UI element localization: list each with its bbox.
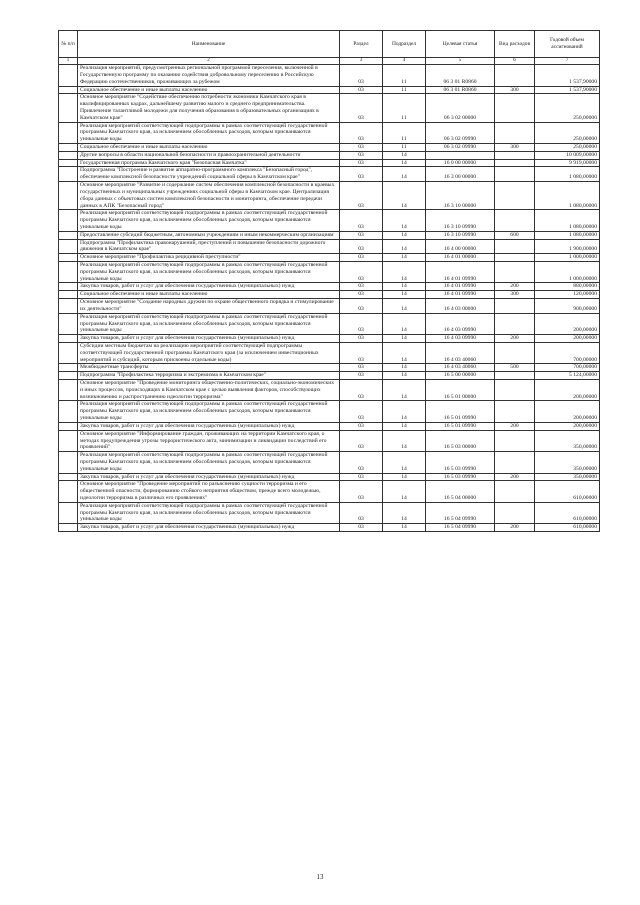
cell-expense-type [495, 239, 535, 254]
cell-number [59, 86, 78, 94]
cell-target-article: 06 3 02 09990 [426, 122, 495, 143]
table-row [59, 239, 600, 254]
column-number-row [59, 58, 600, 65]
cell-target-article: 16 5 03 00000 [426, 430, 495, 451]
cell-expense-type [495, 122, 535, 143]
cell-name: Субсидии местным бюджетам на реализацию мероприятий соответствующей подпрограммы соответствующей государственной программы Камчатского края (за исключением инвестиционных мероприятий и субсидий, которым присвоены отдельные коды) [78, 342, 340, 363]
cell-razdel: 03 [340, 182, 383, 210]
table-row [59, 65, 600, 86]
cell-amount: 1 080,00000 [535, 182, 600, 210]
cell-target-article: 16 4 03 40060 [426, 364, 495, 372]
cell-expense-type [495, 372, 535, 380]
cell-name: Закупка товаров, работ и услуг для обеспечения государственных (муниципальных) нужд [78, 524, 340, 532]
cell-razdel: 03 [340, 335, 383, 343]
table-row [59, 231, 600, 239]
cell-target-article: 06 3 02 09990 [426, 144, 495, 152]
cell-amount: 350,00000 [535, 473, 600, 481]
cell-target-article: 16 5 01 00000 [426, 380, 495, 401]
cell-amount: 900,00000 [535, 299, 600, 314]
cell-number [59, 144, 78, 152]
cell-razdel: 03 [340, 380, 383, 401]
cell-podrazdel: 14 [383, 401, 426, 422]
cell-razdel: 03 [340, 210, 383, 231]
cell-expense-type [495, 182, 535, 210]
cell-amount: 10 009,00000 [535, 151, 600, 159]
cell-amount: 1 900,00000 [535, 239, 600, 254]
cell-amount: 610,00000 [535, 524, 600, 532]
cell-name: Реализация мероприятий соответствующей подпрограммы в рамках соответствующей государственной программы Камчатского края, за исключением обособленных расходов, которым присваиваются уникальные коды [78, 502, 340, 523]
cell-expense-type: 200 [495, 335, 535, 343]
budget-table [58, 30, 600, 532]
cell-number [59, 313, 78, 334]
cell-podrazdel: 14 [383, 291, 426, 299]
table-row [59, 452, 600, 473]
cell-target-article: 16 5 03 09990 [426, 452, 495, 473]
cell-name: Социальное обеспечение и иные выплаты населению [78, 144, 340, 152]
cell-expense-type: 200 [495, 422, 535, 430]
cell-podrazdel: 11 [383, 94, 426, 122]
cell-expense-type [495, 380, 535, 401]
cell-target-article: 16 5 01 09990 [426, 422, 495, 430]
cell-name: Социальное обеспечение и иные выплаты населению [78, 86, 340, 94]
table-row [59, 291, 600, 299]
cell-podrazdel: 14 [383, 430, 426, 451]
table-row [59, 210, 600, 231]
cell-number [59, 167, 78, 182]
cell-target-article: 16 5 00 00000 [426, 372, 495, 380]
cell-target-article: 16 4 00 00000 [426, 239, 495, 254]
col-header-name: Наименование [78, 31, 340, 58]
cell-amount: 120,00000 [535, 291, 600, 299]
cell-razdel: 03 [340, 65, 383, 86]
cell-number [59, 122, 78, 143]
table-row [59, 94, 600, 122]
cell-razdel: 03 [340, 254, 383, 262]
cell-amount: 1 080,00000 [535, 210, 600, 231]
table-row [59, 342, 600, 363]
cell-amount: 9 919,00000 [535, 159, 600, 167]
cell-target-article: 06 3 01 R0860 [426, 86, 495, 94]
col-header-target-article: Целевая статья [426, 31, 495, 58]
cell-amount: 700,00000 [535, 342, 600, 363]
cell-razdel: 03 [340, 452, 383, 473]
cell-expense-type: 300 [495, 86, 535, 94]
cell-target-article: 16 0 00 00000 [426, 159, 495, 167]
table-row [59, 335, 600, 343]
col-number: 3 [340, 58, 383, 65]
cell-amount: 1 080,00000 [535, 167, 600, 182]
cell-expense-type [495, 262, 535, 283]
cell-amount: 200,00000 [535, 380, 600, 401]
table-row [59, 313, 600, 334]
table-row [59, 473, 600, 481]
cell-name: Реализация мероприятий, предусмотренных региональной программой переселения, включенной в Государственную программу по оказанию содействия добровольному переселению в Российскую Федерацию соотечественников, проживающих за рубежом [78, 65, 340, 86]
cell-name: Закупка товаров, работ и услуг для обеспечения государственных (муниципальных) нужд [78, 335, 340, 343]
cell-name: Подпрограмма "Построение и развитие аппаратно-программного комплекса "Безопасный город", обеспечение комплексной безопасности учреждений социальной сферы в Камчатском крае" [78, 167, 340, 182]
cell-podrazdel: 14 [383, 231, 426, 239]
table-row [59, 254, 600, 262]
cell-number [59, 291, 78, 299]
table-row [59, 283, 600, 291]
cell-podrazdel: 14 [383, 422, 426, 430]
cell-amount: 200,00000 [535, 313, 600, 334]
cell-amount: 250,00000 [535, 122, 600, 143]
cell-expense-type: 300 [495, 144, 535, 152]
cell-expense-type: 500 [495, 364, 535, 372]
cell-name: Основное мероприятие "Информирование граждан, проживающих на территории Камчатского края, о методах предупреждения угрозы террористического акта, минимизации и ликвидации последствий его проявлений" [78, 430, 340, 451]
cell-name: Реализация мероприятий соответствующей подпрограммы в рамках соответствующей государственной программы Камчатского края, за исключением обособленных расходов, которым присваиваются уникальные коды [78, 452, 340, 473]
cell-expense-type [495, 94, 535, 122]
header-row [59, 31, 600, 58]
table-row [59, 364, 600, 372]
cell-amount: 5 124,00000 [535, 372, 600, 380]
cell-podrazdel: 14 [383, 335, 426, 343]
cell-number [59, 299, 78, 314]
cell-razdel: 03 [340, 502, 383, 523]
cell-expense-type [495, 401, 535, 422]
cell-podrazdel: 11 [383, 86, 426, 94]
cell-razdel: 03 [340, 473, 383, 481]
cell-name: Государственная программа Камчатского края "Безопасная Камчатка" [78, 159, 340, 167]
cell-podrazdel: 14 [383, 380, 426, 401]
col-header-podrazdel: Подраздел [383, 31, 426, 58]
cell-number [59, 182, 78, 210]
cell-number [59, 380, 78, 401]
cell-number [59, 502, 78, 523]
cell-target-article: 16 4 01 09990 [426, 291, 495, 299]
cell-razdel: 03 [340, 481, 383, 502]
table-row [59, 380, 600, 401]
cell-expense-type: 200 [495, 473, 535, 481]
cell-name: Социальное обеспечение и иные выплаты населению [78, 291, 340, 299]
cell-number [59, 262, 78, 283]
cell-expense-type [495, 452, 535, 473]
cell-name: Подпрограмма "Профилактика правонарушений, преступлений и повышение безопасности дорожного движения в Камчатском крае" [78, 239, 340, 254]
cell-podrazdel: 14 [383, 524, 426, 532]
cell-name: Основное мероприятие "Профилактика рецидивной преступности" [78, 254, 340, 262]
cell-amount: 1 537,90000 [535, 65, 600, 86]
col-number: 5 [426, 58, 495, 65]
cell-razdel: 03 [340, 151, 383, 159]
cell-number [59, 342, 78, 363]
cell-name: Основное мероприятие "Развитие и содержание систем обеспечения комплексной безопасности в краевых государственных и муниципальных учреждениях социальной сферы в Камчатском крае. Централизация сбора данных с объектовых систем комплексной безопасности и мониторинга, обеспечение передачи данных в АПК "Безопасный город" [78, 182, 340, 210]
cell-target-article: 06 3 01 R0860 [426, 65, 495, 86]
cell-name: Межбюджетные трансферты [78, 364, 340, 372]
cell-number [59, 364, 78, 372]
cell-target-article: 16 4 01 00000 [426, 254, 495, 262]
cell-amount: 200,00000 [535, 422, 600, 430]
table-row [59, 422, 600, 430]
table-row [59, 151, 600, 159]
table-row [59, 262, 600, 283]
cell-expense-type: 300 [495, 291, 535, 299]
cell-expense-type [495, 430, 535, 451]
cell-name: Основное мероприятие "Проведение мониторинга общественно-политических, социально-экономических и иных процессов, происходящих в Камчатском крае с целью выявления факторов, способствующих возникновению и распространению идеологии терроризма" [78, 380, 340, 401]
col-number: 2 [78, 58, 340, 65]
table-row [59, 159, 600, 167]
cell-amount: 200,00000 [535, 335, 600, 343]
cell-razdel: 03 [340, 144, 383, 152]
cell-target-article: 16 4 03 40060 [426, 342, 495, 363]
col-number: 6 [495, 58, 535, 65]
table-row [59, 372, 600, 380]
cell-amount: 610,00000 [535, 481, 600, 502]
cell-name: Другие вопросы в области национальной безопасности и правоохранительной деятельности [78, 151, 340, 159]
cell-podrazdel: 14 [383, 210, 426, 231]
cell-name: Реализация мероприятий соответствующей подпрограммы в рамках соответствующей государственной программы Камчатского края, за исключением обособленных расходов, которым присваиваются уникальные коды [78, 401, 340, 422]
cell-amount: 1 080,00000 [535, 231, 600, 239]
cell-podrazdel: 11 [383, 65, 426, 86]
cell-name: Реализация мероприятий соответствующей подпрограммы в рамках соответствующей государственной программы Камчатского края, за исключением обособленных расходов, которым присваиваются уникальные коды [78, 262, 340, 283]
table-row [59, 524, 600, 532]
cell-razdel: 03 [340, 364, 383, 372]
cell-name: Основное мероприятие "Создание народных дружин по охране общественного порядка и стимулирование их деятельности" [78, 299, 340, 314]
cell-target-article: 16 4 03 09990 [426, 335, 495, 343]
cell-podrazdel: 14 [383, 167, 426, 182]
cell-podrazdel: 14 [383, 283, 426, 291]
cell-podrazdel: 11 [383, 122, 426, 143]
cell-target-article: 16 5 04 09990 [426, 502, 495, 523]
cell-razdel: 03 [340, 94, 383, 122]
cell-podrazdel: 11 [383, 144, 426, 152]
cell-podrazdel: 14 [383, 182, 426, 210]
cell-number [59, 422, 78, 430]
cell-amount: 1 000,00000 [535, 254, 600, 262]
cell-name: Основное мероприятие "Проведение мероприятий по разъяснению сущности терроризма и его общественной опасности, формированию стойкого неприятия обществом, прежде всего молодежью, идеологии терроризма в различных его проявлениях" [78, 481, 340, 502]
cell-expense-type [495, 159, 535, 167]
cell-podrazdel: 14 [383, 299, 426, 314]
cell-number [59, 94, 78, 122]
cell-razdel: 03 [340, 299, 383, 314]
cell-amount: 1 000,00000 [535, 262, 600, 283]
table-row [59, 401, 600, 422]
cell-razdel: 03 [340, 313, 383, 334]
cell-target-article: 16 5 04 09990 [426, 524, 495, 532]
cell-expense-type [495, 502, 535, 523]
cell-number [59, 151, 78, 159]
cell-podrazdel: 14 [383, 473, 426, 481]
cell-podrazdel: 14 [383, 159, 426, 167]
cell-amount: 610,00000 [535, 502, 600, 523]
cell-number [59, 401, 78, 422]
cell-razdel: 03 [340, 342, 383, 363]
cell-name: Закупка товаров, работ и услуг для обеспечения государственных (муниципальных) нужд [78, 422, 340, 430]
cell-podrazdel: 14 [383, 342, 426, 363]
cell-expense-type [495, 481, 535, 502]
cell-name: Подпрограмма "Профилактика терроризма и экстремизма в Камчатском крае" [78, 372, 340, 380]
cell-number [59, 65, 78, 86]
col-number: 4 [383, 58, 426, 65]
cell-amount: 250,00000 [535, 144, 600, 152]
cell-number [59, 524, 78, 532]
cell-amount: 1 537,90000 [535, 86, 600, 94]
cell-expense-type [495, 167, 535, 182]
col-header-number: № п/п [59, 31, 78, 58]
cell-name: Реализация мероприятий соответствующей подпрограммы в рамках соответствующей государственной программы Камчатского края, за исключением обособленных расходов, которым присваиваются уникальные коды [78, 313, 340, 334]
cell-podrazdel: 14 [383, 372, 426, 380]
cell-razdel: 03 [340, 524, 383, 532]
cell-number [59, 239, 78, 254]
col-number: 1 [59, 58, 78, 65]
cell-podrazdel: 14 [383, 239, 426, 254]
cell-expense-type: 200 [495, 283, 535, 291]
cell-razdel: 03 [340, 231, 383, 239]
page-number: 13 [316, 873, 324, 881]
cell-razdel: 03 [340, 159, 383, 167]
cell-number [59, 283, 78, 291]
cell-target-article: 16 3 10 09990 [426, 210, 495, 231]
table-body [59, 65, 600, 532]
cell-razdel: 03 [340, 122, 383, 143]
cell-name: Закупка товаров, работ и услуг для обеспечения государственных (муниципальных) нужд [78, 473, 340, 481]
cell-number [59, 210, 78, 231]
cell-amount: 350,00000 [535, 452, 600, 473]
cell-target-article: 16 5 03 09990 [426, 473, 495, 481]
cell-target-article: 16 4 03 00000 [426, 299, 495, 314]
table-row [59, 430, 600, 451]
cell-amount: 880,00000 [535, 283, 600, 291]
cell-number [59, 335, 78, 343]
cell-number [59, 430, 78, 451]
table-row [59, 481, 600, 502]
cell-razdel: 03 [340, 262, 383, 283]
cell-expense-type [495, 254, 535, 262]
col-header-razdel: Раздел [340, 31, 383, 58]
cell-number [59, 254, 78, 262]
cell-expense-type: 200 [495, 524, 535, 532]
cell-razdel: 03 [340, 167, 383, 182]
cell-razdel: 03 [340, 372, 383, 380]
cell-target-article: 16 3 10 00000 [426, 182, 495, 210]
cell-number [59, 231, 78, 239]
cell-name: Закупка товаров, работ и услуг для обеспечения государственных (муниципальных) нужд [78, 283, 340, 291]
cell-target-article: 16 3 10 09990 [426, 231, 495, 239]
table-row [59, 167, 600, 182]
cell-razdel: 03 [340, 422, 383, 430]
cell-target-article: 06 3 02 00000 [426, 94, 495, 122]
cell-number [59, 481, 78, 502]
cell-expense-type [495, 313, 535, 334]
cell-podrazdel: 14 [383, 254, 426, 262]
cell-name: Основное мероприятие "Содействие обеспечению потребности экономики Камчатского края в квалифицированных кадрах, дальнейшему развитию малого и среднего предпринимательства. Привлечение талантливой молодежи для получения образования в образовательных организациях в Камчатском крае" [78, 94, 340, 122]
cell-amount: 350,00000 [535, 430, 600, 451]
cell-expense-type [495, 299, 535, 314]
cell-target-article: 16 4 01 09990 [426, 283, 495, 291]
cell-expense-type [495, 151, 535, 159]
cell-podrazdel: 14 [383, 502, 426, 523]
cell-number [59, 159, 78, 167]
cell-razdel: 03 [340, 291, 383, 299]
cell-amount: 700,00000 [535, 364, 600, 372]
cell-podrazdel: 14 [383, 262, 426, 283]
table-row [59, 122, 600, 143]
cell-target-article: 16 5 01 09990 [426, 401, 495, 422]
cell-podrazdel: 14 [383, 364, 426, 372]
cell-expense-type [495, 210, 535, 231]
cell-name: Предоставление субсидий бюджетным, автономным учреждениям и иным некоммерческим организациям [78, 231, 340, 239]
cell-amount: 250,00000 [535, 94, 600, 122]
cell-razdel: 03 [340, 430, 383, 451]
cell-amount: 200,00000 [535, 401, 600, 422]
budget-sheet [58, 30, 599, 532]
col-header-annual-amount: Годовой объем ассигнований [535, 31, 600, 58]
table-row [59, 86, 600, 94]
cell-razdel: 03 [340, 283, 383, 291]
cell-number [59, 473, 78, 481]
table-row [59, 144, 600, 152]
table-row [59, 182, 600, 210]
cell-target-article: 16 5 04 00000 [426, 481, 495, 502]
cell-target-article: 16 3 00 00000 [426, 167, 495, 182]
cell-number [59, 372, 78, 380]
cell-target-article: 16 4 03 09990 [426, 313, 495, 334]
table-row [59, 299, 600, 314]
cell-number [59, 452, 78, 473]
cell-name: Реализация мероприятий соответствующей подпрограммы в рамках соответствующей государственной программы Камчатского края, за исключением обособленных расходов, которым присваиваются уникальные коды [78, 210, 340, 231]
cell-podrazdel: 14 [383, 481, 426, 502]
cell-podrazdel: 14 [383, 452, 426, 473]
table-row [59, 502, 600, 523]
cell-target-article [426, 151, 495, 159]
cell-razdel: 03 [340, 86, 383, 94]
col-number: 7 [535, 58, 600, 65]
cell-name: Реализация мероприятий соответствующей подпрограммы в рамках соответствующей государственной программы Камчатского края, за исключением обособленных расходов, которым присваиваются уникальные коды [78, 122, 340, 143]
cell-expense-type: 600 [495, 231, 535, 239]
col-header-expense-type: Вид расходов [495, 31, 535, 58]
cell-expense-type [495, 342, 535, 363]
cell-expense-type [495, 65, 535, 86]
cell-target-article: 16 4 01 09990 [426, 262, 495, 283]
cell-podrazdel: 14 [383, 151, 426, 159]
cell-razdel: 03 [340, 239, 383, 254]
cell-razdel: 03 [340, 401, 383, 422]
cell-podrazdel: 14 [383, 313, 426, 334]
